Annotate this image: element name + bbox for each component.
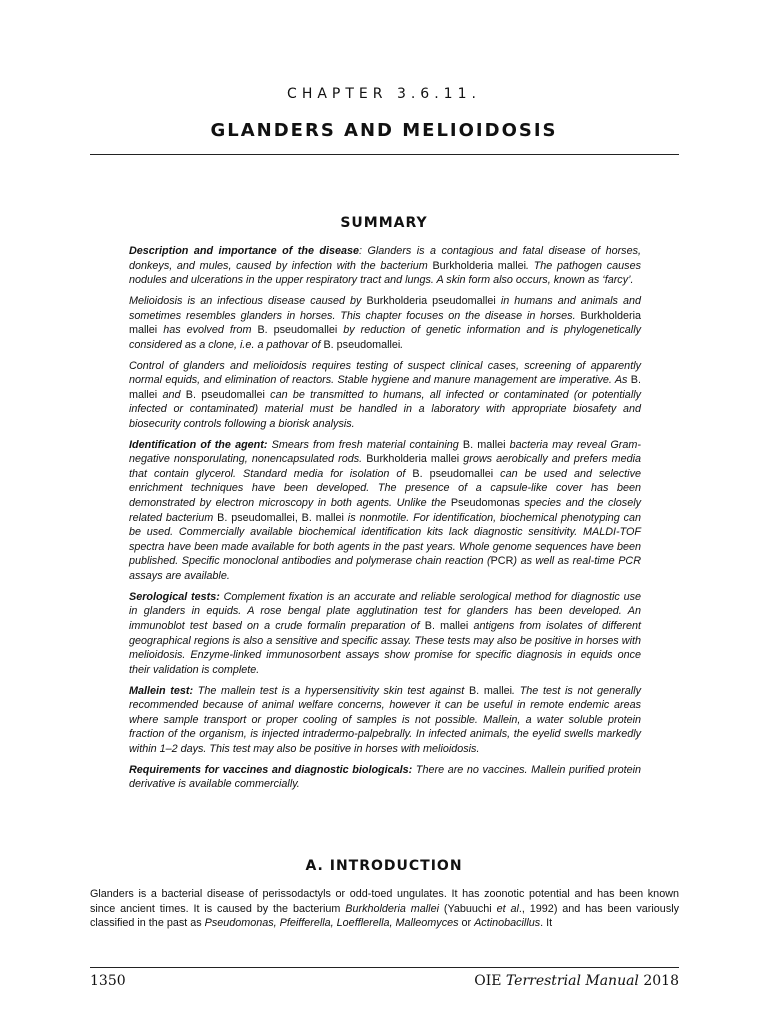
summary-paragraph-melioidosis bbox=[129, 294, 641, 352]
paragraph-text: : Glanders is a contagious and fatal disease of horses, donkeys, and mules, caused by infection with the bacterium bbox=[129, 245, 641, 272]
introduction-heading: A. INTRODUCTION bbox=[305, 858, 463, 874]
organism-name: B. pseudomallei bbox=[257, 324, 338, 337]
page-number: 1350 bbox=[90, 973, 126, 989]
organism-name: B. pseudomallei bbox=[185, 388, 265, 401]
paragraph-text: by reduction of genetic information and is phylogenetically considered as a clone, i.e. a pathovar of bbox=[129, 324, 641, 351]
organism-name: B. mallei bbox=[129, 374, 641, 401]
organism-name: B. pseudomallei bbox=[412, 467, 494, 480]
chapter-label: CHAPTER 3.6.11. bbox=[287, 86, 481, 102]
paragraph-text: in humans and animals and sometimes resembles glanders in horses. This chapter focuses on the disease in horses. bbox=[129, 294, 641, 322]
paragraph-text: and bbox=[157, 388, 186, 401]
paragraph-text: grows aerobically and prefers media that contain glycerol. Standard media for isolation of bbox=[129, 453, 641, 480]
organism-name: B. pseudomallei, B. mallei bbox=[217, 511, 344, 524]
organism-name: Burkholderia mallei bbox=[129, 309, 641, 337]
organism-name: B. mallei bbox=[462, 438, 506, 451]
paragraph-text: . bbox=[400, 338, 404, 351]
paragraph-text: . The pathogen causes nodules and ulcerations in the upper respiratory tract and lungs. A skin form also occurs, known as ‘farcy’. bbox=[129, 259, 641, 287]
paragraph-label: Identification of the agent: bbox=[129, 438, 268, 451]
introduction-paragraph bbox=[90, 887, 679, 931]
organism-name: Burkholderia mallei bbox=[432, 259, 526, 272]
chapter-title: GLANDERS AND MELIOIDOSIS bbox=[210, 120, 558, 141]
paragraph-text: The mallein test is a hypersensitivity skin test against bbox=[193, 684, 469, 697]
header-divider bbox=[90, 154, 679, 155]
paragraph-text: ) as well as real-time PCR assays are available. bbox=[129, 555, 642, 583]
summary-paragraph-control bbox=[129, 359, 641, 432]
paragraph-text: is nonmotile. For identification, biochemical phenotyping can be used. Commercially available biochemical identification kits lack diagnostic sensitivity. MALDI-TOF spectra have been made available for both agents in the past years. Whole genome sequences have been published. Specific monoclonal antibodies and polymerase chain reaction ( bbox=[129, 511, 641, 568]
paragraph-text: Smears from fresh material containing bbox=[267, 438, 463, 451]
organism-name: B. pseudomallei bbox=[323, 338, 401, 351]
paragraph-text: or bbox=[458, 917, 475, 930]
introduction-body bbox=[90, 887, 679, 931]
publication-year: 2018 bbox=[638, 973, 679, 989]
summary-paragraph-serological bbox=[129, 590, 641, 678]
summary-paragraph-vaccines bbox=[129, 763, 641, 792]
genus-name: Actinobacillus bbox=[474, 917, 541, 930]
paragraph-text: bacteria may reveal Gram-negative nonsporulating, nonencapsulated rods. bbox=[129, 438, 641, 466]
organism-name: Pseudomonas bbox=[450, 497, 520, 510]
publisher-name: OIE bbox=[474, 973, 506, 989]
organism-name: B. mallei bbox=[468, 684, 513, 697]
paragraph-label: Mallein test: bbox=[129, 684, 194, 697]
paragraph-text: Control of glanders and melioidosis requires testing of suspect clinical cases, screening of apparently normal equids, and elimination of reactors. Stable hygiene and manure management are imperative. As bbox=[129, 359, 641, 387]
publication-title: Terrestrial Manual bbox=[505, 973, 639, 989]
organism-name: B. mallei bbox=[424, 620, 469, 632]
paragraph-text: has evolved from bbox=[157, 324, 258, 337]
abbreviation: PCR bbox=[490, 555, 514, 568]
summary-heading: SUMMARY bbox=[340, 215, 428, 231]
paragraph-text: can be transmitted to humans, all infected or contaminated (or potentially infected or contaminated) material must be handled in a laboratory with appropriate biosafety and biosecurity controls following a biorisk analysis. bbox=[129, 388, 642, 430]
summary-paragraph-description bbox=[129, 244, 641, 288]
summary-paragraph-identification bbox=[129, 438, 641, 584]
paragraph-text: can be used and selective enrichment techniques have been developed. The presence of a capsule-like cover has been demonstrated by electron microscopy in both agents. Unlike the bbox=[129, 467, 641, 510]
summary-paragraph-mallein bbox=[129, 684, 641, 757]
paragraph-text: species and the closely related bacterium bbox=[129, 497, 641, 524]
paragraph-text: Melioidosis is an infectious disease caused by bbox=[129, 294, 367, 307]
summary-body bbox=[129, 244, 641, 798]
paragraph-text: There are no vaccines. Mallein purified protein derivative is available commercially. bbox=[129, 763, 642, 791]
paragraph-text: Complement fixation is an accurate and reliable serological method for diagnostic use in glanders in equids. A rose bengal plate agglutination test for glanders has been developed. An immunoblot test based on a crude formalin preparation of bbox=[129, 590, 641, 632]
paragraph-label: Serological tests: bbox=[129, 590, 220, 603]
paragraph-text: Glanders is a bacterial disease of perissodactyls or odd-toed ungulates. It has zoonotic potential and has been known since ancient times. It is caused by the bacterium bbox=[90, 888, 679, 915]
citation-et-al: et al bbox=[496, 902, 519, 915]
paragraph-label: Description and importance of the disease bbox=[129, 245, 360, 257]
paragraph-text: ., 1992) and has been variously classified in the past as bbox=[90, 902, 680, 930]
organism-name: Burkholderia mallei bbox=[366, 453, 460, 466]
organism-name: Burkholderia pseudomallei bbox=[366, 294, 496, 307]
organism-name: Burkholderia mallei bbox=[345, 902, 439, 915]
paragraph-label: Requirements for vaccines and diagnostic biologicals: bbox=[129, 763, 413, 776]
paragraph-text: antigens from isolates of different geographical regions is also a sensitive and specific assay. These tests may also be positive in horses with melioidosis. Enzyme-linked immunosorbent assays show promise for specific diagnosis in equids once their validation is complete. bbox=[129, 620, 641, 676]
genera-list: Pseudomonas, Pfeifferella, Loefflerella, Malleomyces bbox=[204, 917, 459, 930]
paragraph-text: (Yabuuchi bbox=[438, 902, 497, 915]
footer-publication bbox=[474, 973, 679, 989]
paragraph-text: . It bbox=[540, 917, 553, 930]
paragraph-text: . The test is not generally recommended because of animal welfare concerns, however it can be useful in remote endemic areas where sample transport or proper cooling of samples is not possible. Mallein, a water soluble protein fraction of the organism, is injected intradermo-palpebrally. In infected animals, the eyelid swells markedly within 1–2 days. This test may also be positive in horses with melioidosis. bbox=[129, 684, 641, 755]
footer-divider bbox=[90, 967, 679, 968]
